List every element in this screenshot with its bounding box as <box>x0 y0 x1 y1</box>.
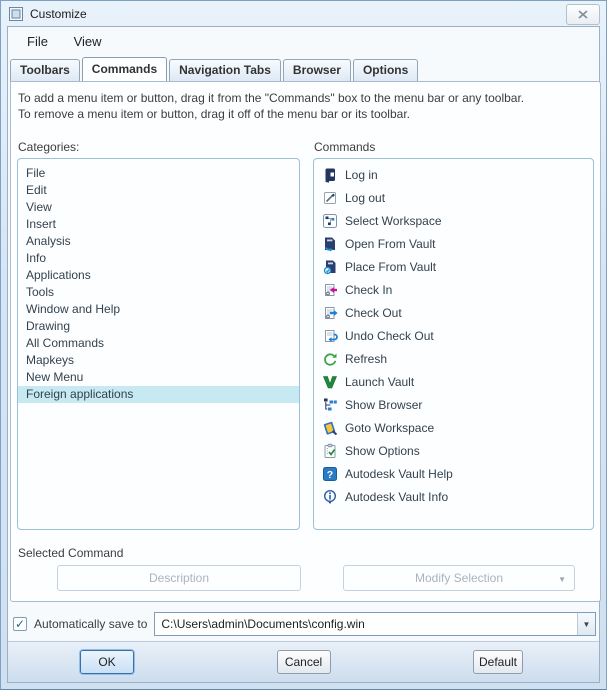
category-item[interactable]: Tools <box>26 285 55 299</box>
refresh-icon <box>322 351 338 367</box>
category-item[interactable]: Info <box>26 251 47 265</box>
command-item[interactable] <box>314 347 593 370</box>
command-label: Check In <box>345 282 393 297</box>
commands-list[interactable] <box>313 158 594 530</box>
goto-workspace-icon <box>322 420 338 436</box>
category-item[interactable]: Mapkeys <box>26 353 75 367</box>
category-item[interactable]: Edit <box>26 183 47 197</box>
command-item[interactable] <box>314 278 593 301</box>
command-label: Show Browser <box>345 397 423 412</box>
command-item[interactable] <box>314 186 593 209</box>
tab-toolbars[interactable]: Toolbars <box>10 59 80 81</box>
command-label: Goto Workspace <box>345 420 435 435</box>
modify-selection-dropdown[interactable] <box>343 565 575 591</box>
command-label: Log out <box>345 190 386 205</box>
command-label: Select Workspace <box>345 213 442 228</box>
autosave-label: Automatically save to <box>34 617 148 631</box>
instruction-line-2: To remove a menu item or button, drag it off of the menu bar or its toolbar. <box>18 107 410 121</box>
command-label: Place From Vault <box>345 259 437 274</box>
show-browser-icon <box>322 397 338 413</box>
category-item[interactable]: File <box>26 166 46 180</box>
command-label: Refresh <box>345 351 388 366</box>
tab-options[interactable]: Options <box>353 59 418 81</box>
instructions <box>11 82 600 122</box>
chevron-down-icon: ▼ <box>558 575 566 584</box>
tab-commands[interactable]: Commands <box>82 57 167 81</box>
autodesk-vault-help-icon <box>322 466 338 482</box>
dialog-client-area <box>7 26 600 683</box>
command-item[interactable] <box>314 163 593 186</box>
menu-bar <box>8 27 599 57</box>
category-item[interactable]: Applications <box>26 268 91 282</box>
category-item[interactable]: Drawing <box>26 319 71 333</box>
log-in-icon <box>322 167 338 183</box>
command-item[interactable] <box>314 324 593 347</box>
categories-list[interactable] <box>17 158 300 530</box>
place-from-vault-icon <box>322 259 338 275</box>
commands-label: Commands <box>314 140 376 154</box>
modify-selection-label: Modify Selection <box>414 571 504 585</box>
instruction-line-1: To add a menu item or button, drag it from the "Commands" box to the menu bar or any toolbar. <box>18 91 525 105</box>
autosave-checkbox[interactable]: ✓ <box>14 617 26 631</box>
category-item[interactable]: Foreign applications <box>18 386 299 403</box>
command-item[interactable] <box>314 485 593 508</box>
menu-file[interactable]: File <box>27 34 48 49</box>
combobox-dropdown-arrow-icon[interactable]: ▼ <box>577 613 595 635</box>
category-item[interactable]: Insert <box>26 217 57 231</box>
tab-navigation-tabs[interactable]: Navigation Tabs <box>169 59 281 81</box>
command-label: Show Options <box>345 443 420 458</box>
close-button[interactable] <box>566 4 600 25</box>
category-item[interactable]: New Menu <box>26 370 84 384</box>
command-label: Check Out <box>345 305 402 320</box>
check-in-icon <box>322 282 338 298</box>
commands-tab-panel <box>10 81 601 602</box>
dialog-footer <box>8 641 599 682</box>
autosave-path-combobox[interactable] <box>154 612 596 636</box>
autodesk-vault-info-icon <box>322 489 338 505</box>
command-item[interactable] <box>314 370 593 393</box>
title-bar <box>1 1 606 26</box>
svg-text:?: ? <box>326 468 334 481</box>
command-item[interactable] <box>314 232 593 255</box>
command-label: Undo Check Out <box>345 328 434 343</box>
window-title: Customize <box>30 6 87 21</box>
description-button[interactable]: Description <box>57 565 301 591</box>
category-item[interactable]: View <box>26 200 52 214</box>
log-out-icon <box>322 190 338 206</box>
menu-view[interactable]: View <box>73 34 102 49</box>
command-item[interactable] <box>314 416 593 439</box>
category-item[interactable]: Analysis <box>26 234 71 248</box>
command-item[interactable] <box>314 462 593 485</box>
category-item[interactable]: Window and Help <box>26 302 121 316</box>
tab-browser[interactable]: Browser <box>283 59 351 81</box>
command-label: Open From Vault <box>345 236 436 251</box>
cancel-button[interactable]: Cancel <box>277 650 331 674</box>
check-out-icon <box>322 305 338 321</box>
command-item[interactable] <box>314 301 593 324</box>
launch-vault-icon <box>322 374 338 390</box>
autosave-path-value[interactable]: C:\Users\admin\Documents\config.win <box>161 617 365 631</box>
categories-label: Categories: <box>18 140 80 154</box>
open-from-vault-icon <box>322 236 338 252</box>
default-button[interactable]: Default <box>473 650 523 674</box>
category-item[interactable]: All Commands <box>26 336 105 350</box>
command-label: Autodesk Vault Help <box>345 466 453 481</box>
command-item[interactable] <box>314 439 593 462</box>
selected-command-label: Selected Command <box>18 546 124 560</box>
window-icon <box>9 7 23 21</box>
show-options-icon <box>322 443 338 459</box>
autosave-row <box>10 611 597 637</box>
command-label: Autodesk Vault Info <box>345 489 449 504</box>
command-item[interactable] <box>314 255 593 278</box>
select-workspace-icon <box>322 213 338 229</box>
command-item[interactable] <box>314 209 593 232</box>
command-item[interactable] <box>314 393 593 416</box>
ok-button[interactable]: OK <box>80 650 134 674</box>
tab-strip <box>10 57 599 81</box>
command-label: Launch Vault <box>345 374 415 389</box>
command-label: Log in <box>345 167 378 182</box>
undo-check-out-icon <box>322 328 338 344</box>
